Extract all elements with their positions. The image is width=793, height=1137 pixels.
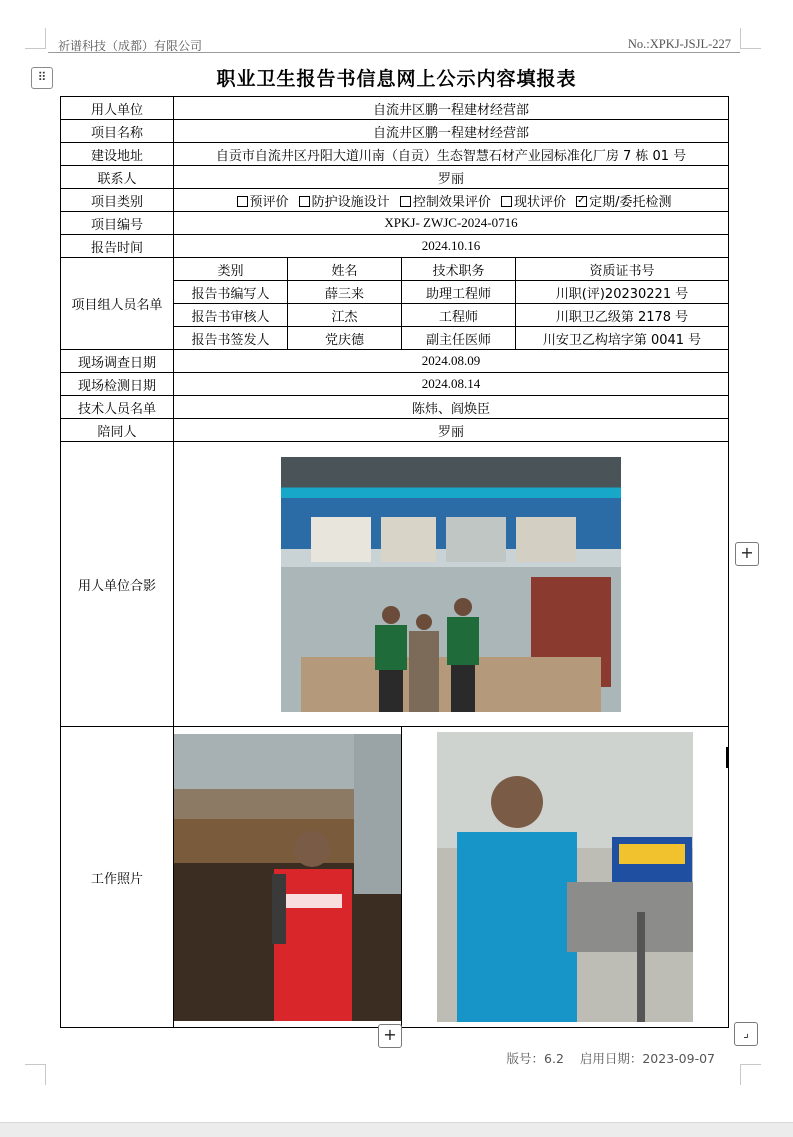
escort-value[interactable]: 罗丽 [174, 419, 729, 442]
unit-value[interactable]: 自流井区鹏一程建材经营部 [174, 97, 729, 120]
text-cursor [726, 747, 729, 768]
table-row [61, 189, 729, 212]
row-label: 项目组人员名单 [61, 258, 174, 350]
team-cell[interactable]: 报告书审核人 [174, 304, 288, 327]
row-label: 项目名称 [61, 120, 174, 143]
team-header: 类别 [174, 258, 288, 281]
checkbox-status-assessment[interactable] [501, 196, 512, 207]
team-cell[interactable]: 江杰 [288, 304, 402, 327]
row-label: 陪同人 [61, 419, 174, 442]
team-cell[interactable]: 川职(评)20230221 号 [516, 281, 729, 304]
address-value[interactable]: 自贡市自流井区丹阳大道川南（自贡）生态智慧石材产业园标准化厂房 7 栋 01 号 [174, 143, 729, 166]
group-photo-image[interactable] [281, 457, 621, 712]
option-label: 防护设施设计 [311, 194, 390, 210]
table-row [61, 396, 729, 419]
row-label: 建设地址 [61, 143, 174, 166]
team-cell[interactable]: 报告书签发人 [174, 327, 288, 350]
row-label: 工作照片 [61, 727, 174, 1028]
footer-version: 版号：6.2 [506, 1051, 564, 1066]
crop-mark [25, 28, 46, 49]
footer [507, 1049, 715, 1067]
option-label: 预评价 [249, 194, 289, 210]
page-title: 职业卫生报告书信息网上公示内容填报表 [216, 68, 577, 90]
table-row [61, 166, 729, 189]
crop-mark [740, 28, 761, 49]
right-margin [765, 0, 793, 1122]
checkbox-preassessment[interactable] [237, 196, 248, 207]
work-photo-left-image[interactable] [174, 734, 402, 1021]
work-photo-left-illustration [174, 734, 402, 1021]
tech-staff-value[interactable]: 陈炜、阎焕臣 [174, 396, 729, 419]
row-label: 项目类别 [61, 189, 174, 212]
table-row [61, 373, 729, 396]
row-label: 联系人 [61, 166, 174, 189]
project-name-value[interactable]: 自流井区鹏一程建材经营部 [174, 120, 729, 143]
team-cell[interactable]: 助理工程师 [402, 281, 516, 304]
checkbox-periodic-testing[interactable] [576, 196, 587, 207]
table-row [61, 419, 729, 442]
info-table [60, 96, 729, 1028]
category-options [174, 189, 729, 212]
crop-mark [740, 1064, 761, 1085]
survey-date-value[interactable]: 2024.08.09 [174, 350, 729, 373]
work-photo-right-image[interactable] [437, 732, 693, 1022]
table-move-handle-icon[interactable]: ⠿ [31, 67, 53, 89]
team-cell[interactable]: 报告书编写人 [174, 281, 288, 304]
row-label: 用人单位 [61, 97, 174, 120]
row-label: 技术人员名单 [61, 396, 174, 419]
option-label: 控制效果评价 [412, 194, 491, 210]
team-cell[interactable]: 副主任医师 [402, 327, 516, 350]
add-column-button[interactable]: + [735, 542, 759, 566]
table-row [61, 235, 729, 258]
add-row-button[interactable]: + [378, 1024, 402, 1048]
project-no-value[interactable]: XPKJ- ZWJC-2024-0716 [174, 212, 729, 235]
row-label: 现场调查日期 [61, 350, 174, 373]
table-row [61, 120, 729, 143]
option-label: 定期/委托检测 [589, 194, 672, 210]
team-header: 资质证书号 [516, 258, 729, 281]
footer-start-date: 启用日期：2023-09-07 [579, 1051, 715, 1066]
crop-mark [25, 1064, 46, 1085]
row-label: 项目编号 [61, 212, 174, 235]
table-row [61, 727, 729, 1028]
row-label: 报告时间 [61, 235, 174, 258]
table-row [61, 442, 729, 727]
table-row [61, 97, 729, 120]
option-label: 现状评价 [513, 194, 566, 210]
test-date-value[interactable]: 2024.08.14 [174, 373, 729, 396]
group-photo-cell [174, 442, 729, 727]
table-row [61, 258, 729, 281]
header-doc-number: No.:XPKJ-JSJL-227 [627, 37, 731, 51]
header-company: 祈谱科技（成都）有限公司 [58, 39, 203, 53]
contact-value[interactable]: 罗丽 [174, 166, 729, 189]
work-photo-right-illustration [437, 732, 693, 1022]
team-cell[interactable]: 薛三来 [288, 281, 402, 304]
table-row [61, 350, 729, 373]
bottom-scroll-area [0, 1122, 793, 1137]
table-row [61, 212, 729, 235]
team-cell[interactable]: 川职卫乙级第 2178 号 [516, 304, 729, 327]
checkbox-protection-design[interactable] [299, 196, 310, 207]
team-cell[interactable]: 川安卫乙构培字第 0041 号 [516, 327, 729, 350]
checkbox-control-effect[interactable] [400, 196, 411, 207]
work-photo-cell-left [174, 727, 402, 1028]
resize-table-icon[interactable]: ⌟ [734, 1022, 758, 1046]
work-photo-cell-right [402, 727, 729, 1028]
group-photo-illustration [281, 457, 621, 712]
table-row [61, 143, 729, 166]
report-time-value[interactable]: 2024.10.16 [174, 235, 729, 258]
team-cell[interactable]: 工程师 [402, 304, 516, 327]
team-header: 姓名 [288, 258, 402, 281]
row-label: 现场检测日期 [61, 373, 174, 396]
team-header: 技术职务 [402, 258, 516, 281]
team-cell[interactable]: 党庆德 [288, 327, 402, 350]
header-rule [48, 52, 740, 53]
row-label: 用人单位合影 [61, 442, 174, 727]
